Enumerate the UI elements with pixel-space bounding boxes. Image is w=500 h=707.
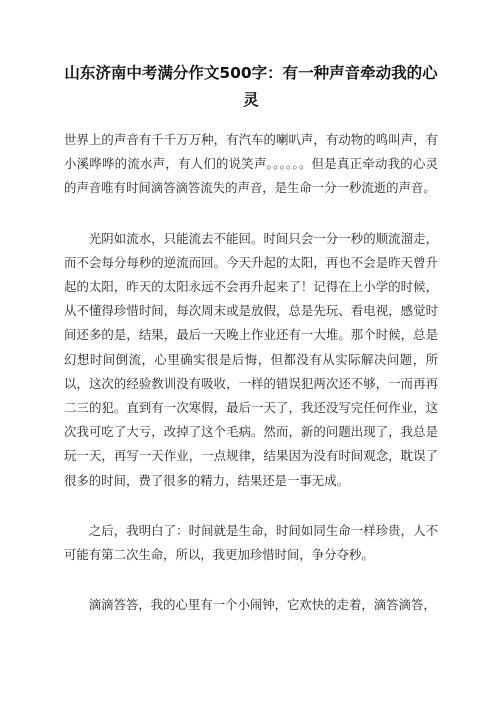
paragraph-realization: 之后，我明白了：时间就是生命，时间如同生命一样珍贵，人不可能有第二次生命，所以，我更加珍惜时间，争分夺秒。 (64, 522, 438, 563)
paragraph-intro: 世界上的声音有千千万万种，有汽车的喇叭声，有动物的鸣叫声，有小溪哗哗的流水声，有人们的说笑声。。。。。。但是真正牵动我的心灵的声音唯有时间滴答滴答流失的声音，是生命一分一秒流逝的声音。 (64, 132, 438, 196)
paragraph-time-flows: 光阴如流水，只能流去不能回。时间只会一分一秒的顺流溜走，而不会每分每秒的逆流而回。今天升起的太阳，再也不会是昨天曾升起的太阳，昨天的太阳永远不会再升起来了！记得在上小学的时候，从不懂得珍惜时间，每次周末或是放假，总是先玩、看电视，感觉时间还多的是，结果，最后一天晚上作业还有一大堆。那个时候，总是幻想时间倒流，心里确实很是后悔，但都没有从实际解决问题，所以，这次的经验教训没有吸收，一样的错误犯两次还不够，一而再再二三的犯。直到有一次寒假，最后一天了，我还没写完任何作业，这次我可吃了大亏，改掉了这个毛病。然而，新的问题出现了，我总是玩一天，再写一天作业，一点规律，结果因为没有时间观念，耽误了很多的时间，费了很多的精力，结果还是一事无成。 (64, 230, 438, 488)
paragraph-clock: 滴滴答答，我的心里有一个小闹钟，它欢快的走着，滴答滴答， (88, 597, 436, 613)
article-title: 山东济南中考满分作文500字：有一种声音牵动我的心灵 (64, 64, 438, 109)
